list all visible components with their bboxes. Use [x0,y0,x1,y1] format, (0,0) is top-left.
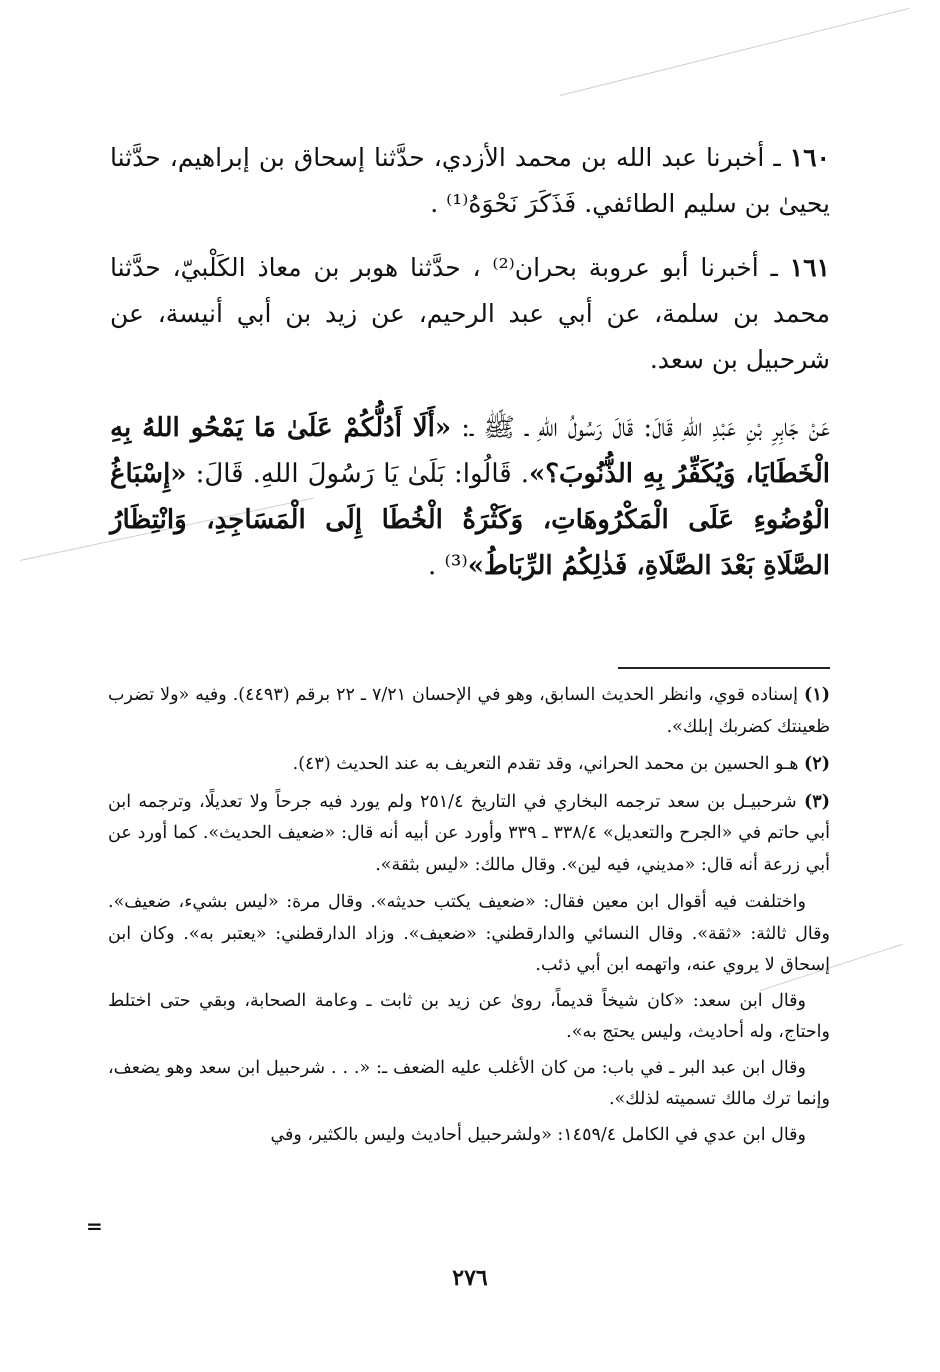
footnote-paragraph: وقال ابن عبد البر ـ في باب: من كان الأغلب عليه الضعف ـ: «. . . شرحبيل ابن سعد وهو يضعف، وإنما ترك مالك تسميته لذلك». [108,1057,830,1109]
hadith-intro: عَنْ جَابِرِ بْنِ عَبْدِ اللهِ قَالَ: قَالَ رَسُولُ اللهِ ـ ﷺ ـ: [461,413,830,443]
footnote-text: هـو الحسين بن محمد الحراني، وقد تقدم التعريف به عند الحديث (٤٣). [292,754,799,774]
footnotes [108,680,830,1155]
footnote-paragraph: واختلفت فيه أقوال ابن معين فقال: «ضعيف يكتب حديثه». وقال مرة: «ليس بشيء، ضعيف». وقال ثالثة: «ثقة». وقال النسائي والدارقطني: «ضعيف». وزاد الدارقطني: «يعتبر به». وكان ابن إسحاق لا يروي عنه، واتهمه ابن أبي ذئب. [108,892,830,975]
footnote-separator [618,667,830,669]
scan-streak [560,8,910,96]
footnote-number: (٣) [804,791,830,812]
footnote-number: (١) [804,685,830,705]
continuation-mark: = [86,1214,103,1238]
footnote-ref: ⁽³⁾ . [427,551,468,581]
footnote-2 [108,749,830,781]
hadith-entry-160 [110,135,830,227]
footnote-number: (٢) [804,754,830,774]
hadith-quote-2: «إِسْبَاغُ الْوُضُوءِ عَلَى الْمَكْرُوهَاتِ، وَكَثْرَةُ الْخُطَا إِلَى الْمَسَاجِدِ، وَانْتِظَارُ الصَّلَاةِ بَعْدَ الصَّلَاةِ، فَذٰلِكُمُ الرِّبَاطُ» [110,459,830,581]
footnote-text: شرحبيـل بن سعد ترجمه البخاري في التاريخ ٢٥١/٤ ولم يورد فيه جرحاً ولا تعديلًا، وترجمه ابن أبي حاتم في «الجرح والتعديل» ٣٣٨/٤ ـ ٣٣٩ وأورد عن أبيه أنه قال: «ضعيف الحديث». كما أورد عن أبي زرعة أنه قال: «مديني، فيه لين». وقال مالك: «ليس بثقة». [108,791,830,875]
page-number: ٢٧٦ [452,1265,488,1291]
hadith-middle: . قَالُوا: بَلَىٰ يَا رَسُولَ اللهِ. قَالَ: [195,459,529,489]
footnote-text: إسناده قوي، وانظر الحديث السابق، وهو في الإحسان ٧/٢١ ـ ٢٢ برقم (٤٤٩٣). وفيه «ولا تضرب ظعينتك كضربك إبلك». [108,685,830,737]
main-text [110,135,830,589]
footnote-paragraph: وقال ابن سعد: «كان شيخاً قديماً، روىٰ عن زيد بن ثابت ـ وعامة الصحابة، وبقي حتى اختلط واحتاج، وله أحاديث، وليس يحتج به». [108,990,830,1042]
hadith-quote-1: «أَلَا أَدُلُّكُمْ عَلَىٰ مَا يَمْحُو اللهُ بِهِ الْخَطَايَا، وَيُكَفِّرُ بِهِ الذُّنُوبَ؟» [110,413,830,489]
hadith-entry-161 [110,245,830,383]
entry-number: ١٦١ [789,253,830,282]
footnote-1 [108,680,830,743]
footnote-3 [108,787,830,882]
entry-text: ـ أخبرنا عبد الله بن محمد الأزدي، حدَّثنا إسحاق بن إبراهيم، حدَّثنا يحيىٰ بن سليم الطائفي. فَذَكَرَ نَحْوَهُ⁽¹⁾ . [110,143,830,218]
entry-number: ١٦٠ [789,143,830,172]
hadith-text [110,405,830,589]
footnote-paragraph: وقال ابن عدي في الكامل ١٤٥٩/٤: «ولشرحبيل أحاديث وليس بالكثير، وفي [270,1124,806,1145]
entry-text: ـ أخبرنا أبو عروبة بحران⁽²⁾ ، حدَّثنا هوبر بن معاذ الكَلْبيّ، حدَّثنا محمد بن سلمة، عن أبي عبد الرحيم، عن زيد بن أبي أنيسة، عن شرحبيل بن سعد. [110,253,830,374]
